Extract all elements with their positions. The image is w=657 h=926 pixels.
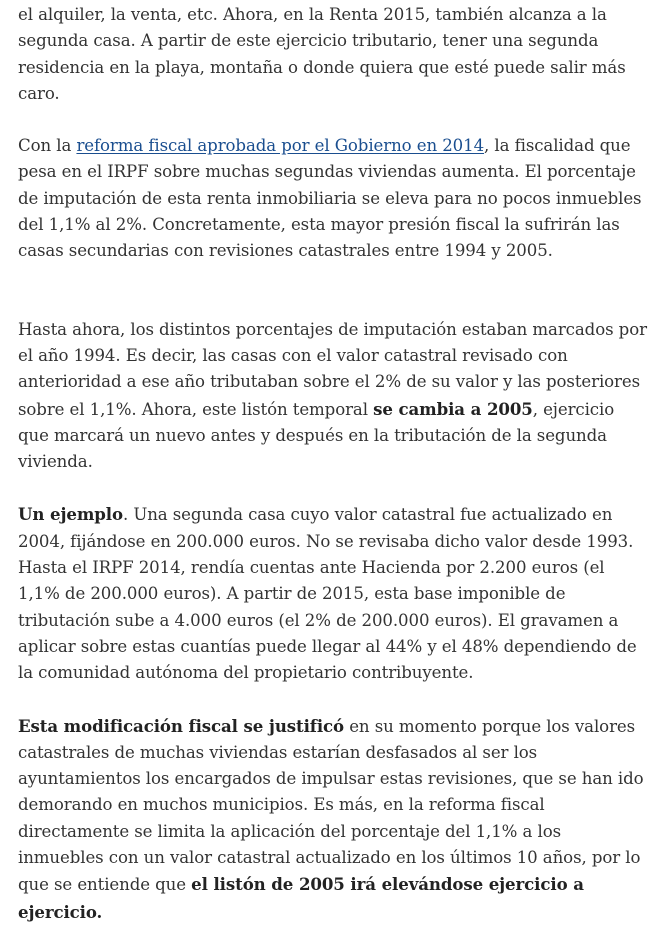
paragraph-modificacion	[18, 713, 648, 926]
paragraph-text: el alquiler, la venta, etc. Ahora, en la Renta 2015, también alcanza a la segunda casa. A partir de este ejercicio tributario, tener una segunda residencia en la playa, montaña o donde quiera que esté puede salir más caro.	[18, 5, 626, 103]
paragraph-hasta-ahora	[18, 317, 648, 476]
paragraph-text: Con la	[18, 136, 77, 156]
reforma-fiscal-link[interactable]: reforma fiscal aprobada por el Gobierno en 2014	[76, 136, 485, 156]
bold-phrase: el listón de 2005 irá elevándose ejercicio a ejercicio.	[18, 874, 584, 922]
paragraph-reforma	[18, 133, 648, 264]
paragraph-intro	[18, 2, 648, 107]
bold-phrase: Esta modificación fiscal se justificó	[18, 715, 345, 736]
paragraph-ejemplo	[18, 501, 648, 686]
paragraph-text: , ejercicio que marcará un nuevo antes y después en la tributación de la segunda vivienda.	[18, 399, 615, 472]
paragraph-text: Hasta ahora, los distintos porcentajes de imputación estaban marcados por el año 1994. Es decir, las casas con el valor catastral revisado con anterioridad a ese año tributaban sobre el 2% de su valor y las posteriores sobre el 1,1%. Ahora, este listón temporal	[18, 319, 647, 419]
paragraph-text: , la fiscalidad que pesa en el IRPF sobre muchas segundas viviendas aumenta. El porcentaje de imputación de esta renta inmobiliaria se eleva para no pocos inmuebles del 1,1% al 2%. Concretamente, esta mayor presión fiscal la sufrirán las casas secundarias con revisiones catastrales entre 1994 y 2005.	[18, 136, 642, 261]
bold-phrase: se cambia a 2005	[373, 398, 533, 419]
article-body	[18, 2, 648, 926]
paragraph-text: . Una segunda casa cuyo valor catastral fue actualizado en 2004, fijándose en 200.000 euros. No se revisaba dicho valor desde 1993. Hasta el IRPF 2014, rendía cuentas ante Hacienda por 2.200 euros (el 1,1% de 200.000 euros). A partir de 2015, esta base imponible de tributación sube a 4.000 euros (el 2% de 200.000 euros). El gravamen a aplicar sobre estas cuantías puede llegar al 44% y el 48% dependiendo de la comunidad autónoma del propietario contribuyente.	[18, 505, 637, 683]
paragraph-text: en su momento porque los valores catastrales de muchas viviendas estarían desfasados al ser los ayuntamientos los encargados de impulsar estas revisiones, que se han ido demorando en muchos municipios. Es más, en la reforma fiscal directamente se limita la aplicación del porcentaje del 1,1% a los inmuebles con un valor catastral actualizado en los últimos 10 años, por lo que se entiende que	[18, 716, 644, 895]
bold-phrase: Un ejemplo	[18, 504, 123, 525]
